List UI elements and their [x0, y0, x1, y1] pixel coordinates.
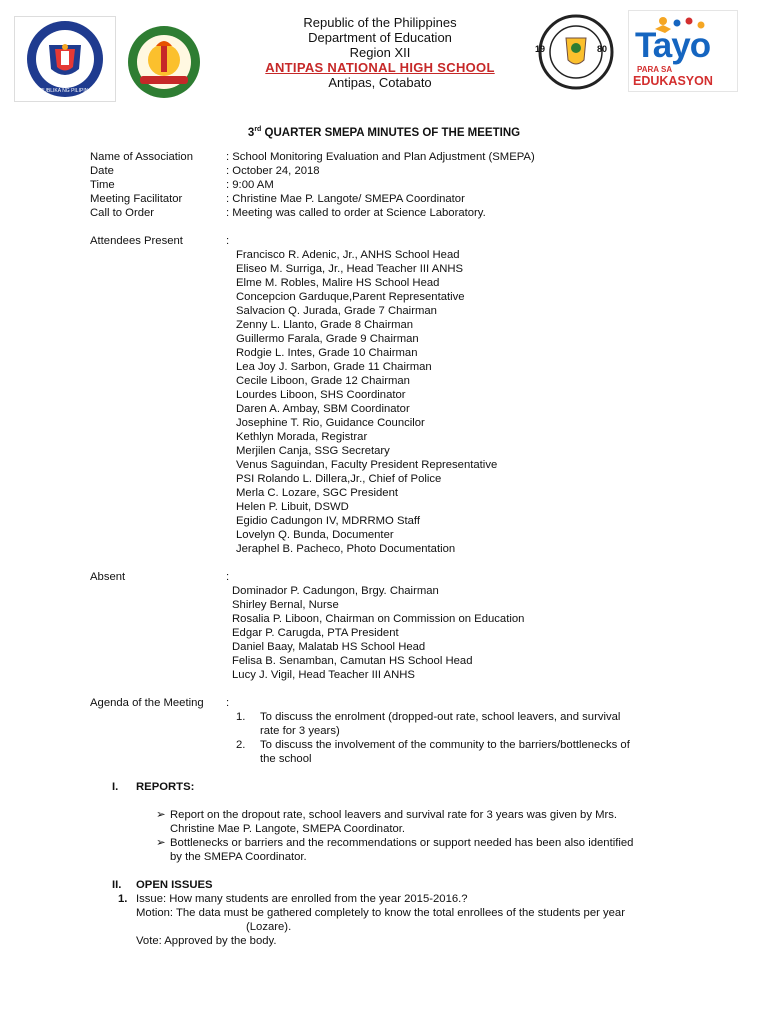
detail-value: : School Monitoring Evaluation and Plan Adjustment (SMEPA)	[226, 151, 535, 163]
header-department: Department of Education	[308, 30, 452, 45]
agenda-colon: :	[226, 697, 230, 709]
header-republic: Republic of the Philippines	[303, 15, 457, 30]
absent-colon: :	[226, 571, 230, 583]
absent-name: Dominador P. Cadungon, Brgy. Chairman	[232, 585, 439, 597]
absent-name: Lucy J. Vigil, Head Teacher III ANHS	[232, 669, 415, 681]
report-item-text: Report on the dropout rate, school leavers and survival rate for 3 years was given by Mrs.	[170, 809, 618, 821]
title-text: QUARTER SMEPA MINUTES OF THE MEETING	[261, 126, 521, 139]
absent-name: Rosalia P. Liboon, Chairman on Commission on Education	[232, 613, 525, 625]
report-item-text-cont: Christine Mae P. Langote, SMEPA Coordinator.	[170, 823, 406, 835]
detail-label: Meeting Facilitator	[90, 193, 183, 205]
attendee-name: Salvacion Q. Jurada, Grade 7 Chairman	[236, 305, 437, 317]
issue-number: 1.	[118, 893, 128, 905]
attendee-name: Rodgie L. Intes, Grade 10 Chairman	[236, 347, 418, 359]
deped-seal-sub: REPUBLIKA NG PILIPINAS	[33, 88, 95, 94]
agenda-label: Agenda of the Meeting	[90, 697, 204, 709]
absent-name: Edgar P. Carugda, PTA President	[232, 627, 399, 639]
attendee-name: Francisco R. Adenic, Jr., ANHS School Head	[236, 249, 460, 261]
attendee-name: Jeraphel B. Pacheco, Photo Documentation	[236, 543, 456, 555]
reports-section-number: I.	[112, 781, 119, 793]
absent-name: Shirley Bernal, Nurse	[232, 599, 339, 611]
detail-label: Name of Association	[90, 151, 193, 163]
detail-value: : Christine Mae P. Langote/ SMEPA Coordinator	[226, 193, 465, 205]
detail-value: : Meeting was called to order at Science Laboratory.	[226, 207, 486, 219]
attendee-name: Egidio Cadungon IV, MDRRMO Staff	[236, 515, 420, 527]
attendee-name: Helen P. Libuit, DSWD	[236, 501, 349, 513]
arrow-bullet-icon: ➢	[156, 809, 166, 821]
agenda-item-text: To discuss the involvement of the community to the barriers/bottlenecks of	[260, 739, 630, 751]
tayo-logo-word: Tayo	[635, 26, 711, 65]
attendee-name: Merjilen Canja, SSG Secretary	[236, 445, 390, 457]
detail-label: Time	[90, 179, 115, 191]
attendee-name: Josephine T. Rio, Guidance Councilor	[236, 417, 425, 429]
arrow-bullet-icon: ➢	[156, 837, 166, 849]
attendee-name: Lourdes Liboon, SHS Coordinator	[236, 389, 406, 401]
school-seal-year-right: 80	[597, 44, 608, 54]
issue-text: Issue: How many students are enrolled from the year 2015-2016.?	[136, 893, 468, 905]
attendee-name: Eliseo M. Surriga, Jr., Head Teacher III ANHS	[236, 263, 464, 275]
attendee-name: Zenny L. Llanto, Grade 8 Chairman	[236, 319, 414, 331]
division-seal	[118, 24, 210, 100]
tayo-logo-edukasyon: EDUKASYON	[633, 74, 713, 88]
attendee-name: Lovelyn Q. Bunda, Documenter	[236, 529, 394, 541]
school-seal-year-left: 19	[535, 44, 546, 54]
open-issues-heading: OPEN ISSUES	[136, 879, 213, 891]
attendee-name: Lea Joy J. Sarbon, Grade 11 Chairman	[236, 361, 432, 373]
title-ordinal: 3	[247, 126, 255, 139]
report-item-text: Bottlenecks or barriers and the recommendations or support needed has been also identified	[170, 837, 634, 849]
detail-value: : October 24, 2018	[226, 165, 320, 177]
attendee-name: Venus Saguindan, Faculty President Representative	[236, 459, 498, 471]
report-item-text-cont: by the SMEPA Coordinator.	[170, 851, 307, 863]
header-region: Region XII	[349, 45, 411, 60]
vote-text: Vote: Approved by the body.	[136, 935, 277, 947]
tayo-logo-para: PARA SA	[637, 65, 673, 74]
motion-text-cont: (Lozare).	[246, 921, 292, 933]
detail-value: : 9:00 AM	[226, 179, 274, 191]
detail-label: Date	[90, 165, 114, 177]
header-location: Antipas, Cotabato	[328, 75, 432, 90]
attendees-colon: :	[226, 235, 230, 247]
attendee-name: Elme M. Robles, Malire HS School Head	[236, 277, 440, 289]
absent-name: Felisa B. Senamban, Camutan HS School Head	[232, 655, 473, 667]
absent-label: Absent	[90, 571, 126, 583]
attendee-name: Guillermo Farala, Grade 9 Chairman	[236, 333, 419, 345]
agenda-item-num: 2.	[236, 739, 246, 751]
attendee-name: Daren A. Ambay, SBM Coordinator	[236, 403, 410, 415]
attendee-name: Merla C. Lozare, SGC President	[236, 487, 398, 499]
attendees-label: Attendees Present	[90, 235, 183, 247]
tayo-logo	[628, 10, 738, 92]
header-school-name: ANTIPAS NATIONAL HIGH SCHOOL	[265, 60, 495, 75]
agenda-item-text: To discuss the enrolment (dropped-out rate, school leavers, and survival	[260, 711, 621, 723]
attendee-name: Concepcion Garduque,Parent Representative	[236, 291, 465, 303]
attendee-name: PSI Rolando L. Dillera,Jr., Chief of Police	[236, 473, 442, 485]
agenda-item-text-cont: the school	[260, 753, 312, 765]
reports-heading: REPORTS:	[136, 781, 195, 793]
agenda-item-text-cont: rate for 3 years)	[260, 725, 340, 737]
title-ordinal-suffix: rd	[254, 126, 262, 133]
agenda-item-num: 1.	[236, 711, 246, 723]
detail-label: Call to Order	[90, 207, 155, 219]
open-issues-section-number: II.	[112, 879, 122, 891]
attendee-name: Kethlyn Morada, Registrar	[236, 431, 368, 443]
motion-text: Motion: The data must be gathered completely to know the total enrollees of the students per year	[136, 907, 625, 919]
document-title	[0, 126, 768, 139]
absent-name: Daniel Baay, Malatab HS School Head	[232, 641, 426, 653]
attendee-name: Cecile Liboon, Grade 12 Chairman	[236, 375, 410, 387]
